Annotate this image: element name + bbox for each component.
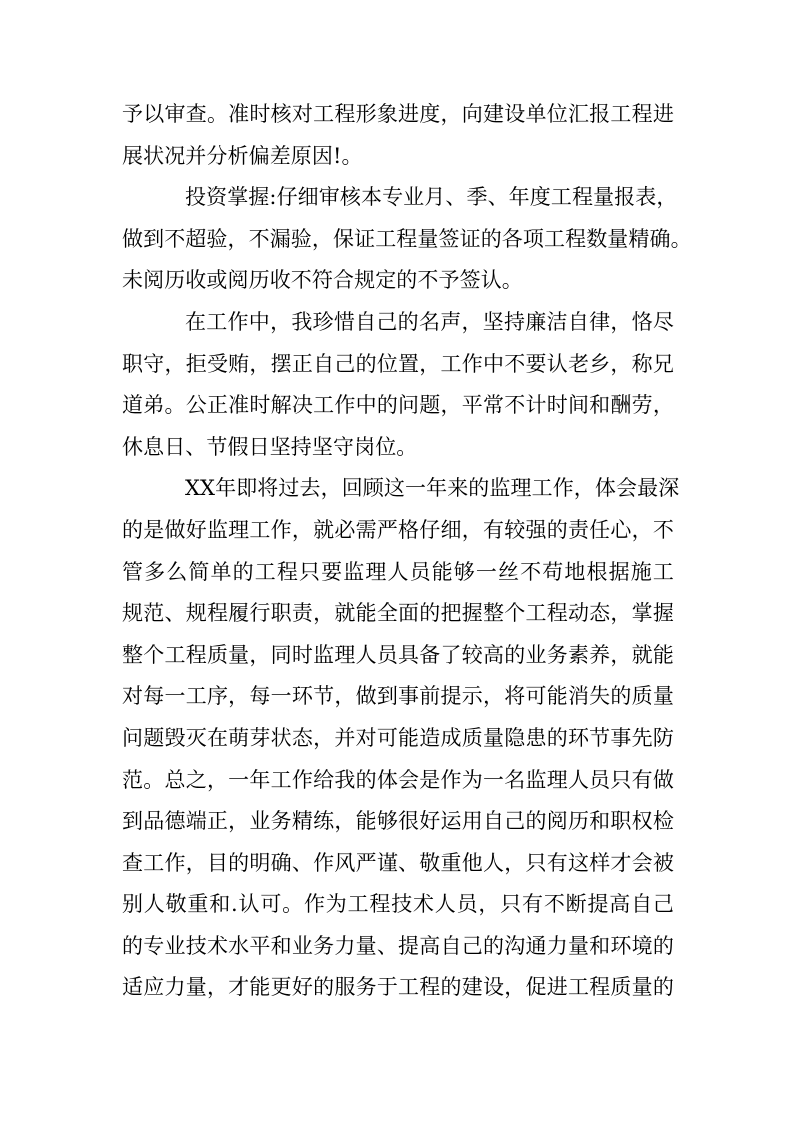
text-line: 投资掌握:仔细审核本专业月、季、年度工程量报表， bbox=[185, 185, 678, 210]
text-line: 范。总之，一年工作给我的体会是作为一名监理人员只有做 bbox=[122, 767, 674, 792]
text-line: 整个工程质量，同时监理人员具备了较高的业务素养，就能 bbox=[122, 642, 674, 667]
text-line: XX年即将过去，回顾这一年来的监理工作，体会最深 bbox=[185, 476, 680, 501]
text-line: 展状况并分析偏差原因!。 bbox=[122, 143, 363, 168]
text-line: 未阅历收或阅历收不符合规定的不予签认。 bbox=[122, 268, 523, 293]
text-line: 对每一工序，每一环节，做到事前提示，将可能消失的质量 bbox=[122, 684, 674, 709]
text-line: 规范、规程履行职责，就能全面的把握整个工程动态，掌握 bbox=[122, 601, 674, 626]
body-text bbox=[122, 94, 692, 1009]
text-line: 查工作，目的明确、作风严谨、敬重他人，只有这样才会被 bbox=[122, 850, 674, 875]
text-line: 在工作中，我珍惜自己的名声，坚持廉洁自律，恪尽 bbox=[185, 309, 674, 334]
text-line: 别人敬重和.认可。作为工程技术人员，只有不断提高自己 bbox=[122, 892, 674, 917]
text-line: 到品德端正，业务精练，能够很好运用自己的阅历和职权检 bbox=[122, 809, 674, 834]
text-line: 职守，拒受贿，摆正自己的位置，工作中不要认老乡，称兄 bbox=[122, 351, 674, 376]
text-line: 的专业技术水平和业务力量、提高自己的沟通力量和环境的 bbox=[122, 933, 674, 958]
text-line: 管多么简单的工程只要监理人员能够一丝不苟地根据施工 bbox=[122, 559, 674, 584]
text-line: 道弟。公正准时解决工作中的问题，平常不计时间和酬劳， bbox=[122, 393, 674, 418]
text-line: 予以审查。准时核对工程形象进度，向建设单位汇报工程进 bbox=[122, 102, 674, 126]
text-line: 适应力量，才能更好的服务于工程的建设，促进工程质量的 bbox=[122, 975, 674, 1000]
text-line: 做到不超验，不漏验，保证工程量签证的各项工程数量精确。 bbox=[122, 226, 692, 251]
text-line: 休息日、节假日坚持坚守岗位。 bbox=[122, 434, 418, 459]
text-line: 问题毁灭在萌芽状态，并对可能造成质量隐患的环节事先防 bbox=[122, 725, 674, 750]
text-line: 的是做好监理工作，就必需严格仔细，有较强的责任心，不 bbox=[122, 517, 674, 542]
